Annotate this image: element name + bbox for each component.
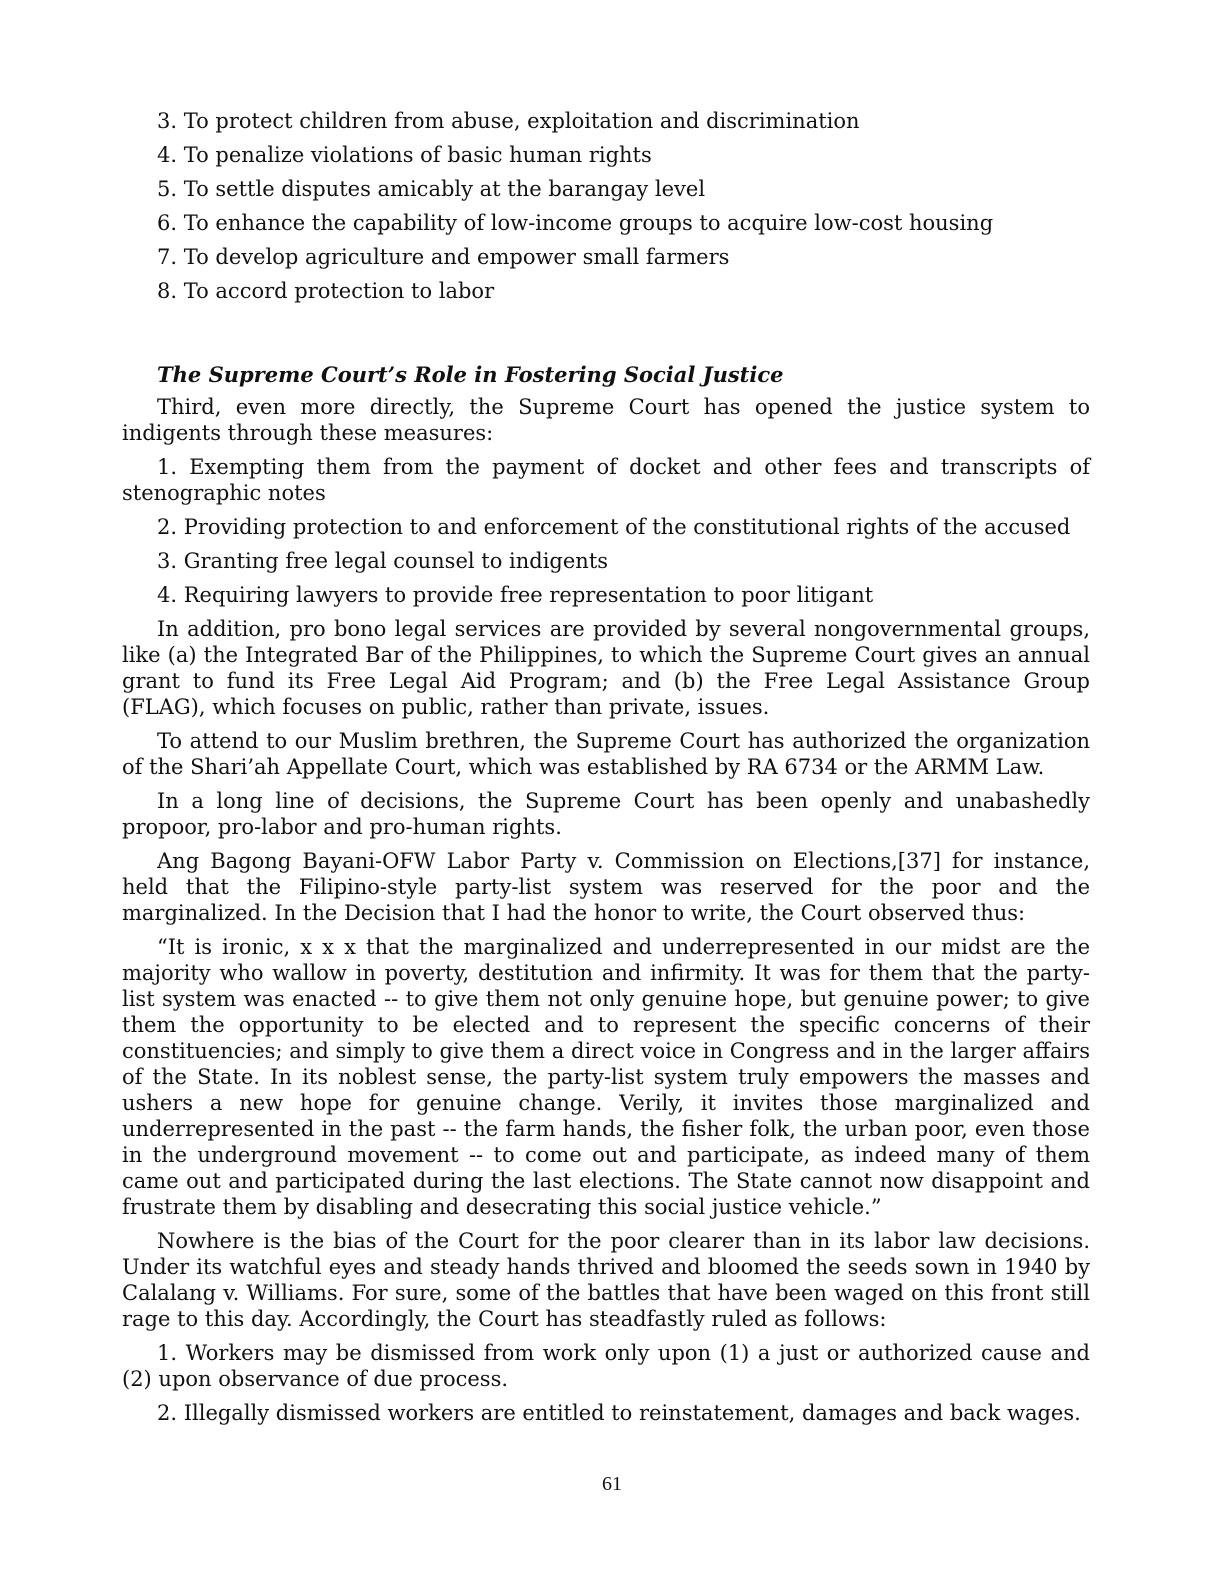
body-paragraph: To attend to our Muslim brethren, the Supreme Court has authorized the organization of the Shari’ah Appellate Court, which was established by RA 6734 or the ARMM Law. [122,729,1090,779]
rulings-list [122,1340,1090,1426]
list-item: 7. To develop agriculture and empower small farmers [157,245,730,269]
body-paragraph: Ang Bagong Bayani-OFW Labor Party v. Commission on Elections,[37] for instance, held that the Filipino-style party-list system was reserved for the poor and the marginalized. In the Decision that I had the honor to write, the Court observed thus: [122,849,1090,925]
measures-list [122,454,1090,608]
list-item: 1. Exempting them from the payment of docket and other fees and transcripts of stenographic notes [122,455,1090,505]
list-item: 4. To penalize violations of basic human rights [157,143,652,167]
page-number: 61 [602,1473,622,1495]
body-paragraph: In a long line of decisions, the Supreme Court has been openly and unabashedly propoor, pro-labor and pro-human rights. [122,789,1090,839]
list-item: 2. Providing protection to and enforcement of the constitutional rights of the accused [157,515,1071,539]
list-item: 1. Workers may be dismissed from work only upon (1) a just or authorized cause and (2) upon observance of due process. [122,1341,1090,1391]
list-item: 8. To accord protection to labor [157,279,495,303]
list-item: 3. To protect children from abuse, exploitation and discrimination [157,109,860,133]
section-heading: The Supreme Court’s Role in Fostering Social Justice [157,362,784,387]
body-paragraph: Nowhere is the bias of the Court for the poor clearer than in its labor law decisions. Under its watchful eyes and steady hands thrived and bloomed the seeds sown in 1940 by Calalang v. Williams. For sure, some of the battles that have been waged on this front still rage to this day. Accordingly, the Court has steadfastly ruled as follows: [122,1229,1090,1331]
list-item: 6. To enhance the capability of low-income groups to acquire low-cost housing [157,211,994,235]
quoted-paragraph: “It is ironic, x x x that the marginalized and underrepresented in our midst are the majority who wallow in poverty, destitution and infirmity. It was for them that the party-list system was enacted -- to give them not only genuine hope, but genuine power; to give them the opportunity to be elected and to represent the specific concerns of their constituencies; and simply to give them a direct voice in Congress and in the larger affairs of the State. In its noblest sense, the party-list system truly empowers the masses and ushers a new hope for genuine change. Verily, it invites those marginalized and underrepresented in the past -- the farm hands, the fisher folk, the urban poor, even those in the underground movement -- to come out and participate, as indeed many of them came out and participated during the last elections. The State cannot now disappoint and frustrate them by disabling and desecrating this social justice vehicle.” [122,935,1090,1219]
list-item: 3. Granting free legal counsel to indigents [157,549,609,573]
objectives-list [122,108,1090,304]
intro-paragraph: Third, even more directly, the Supreme Court has opened the justice system to indigents through these measures: [122,395,1090,445]
list-item: 5. To settle disputes amicably at the barangay level [157,177,706,201]
document-page [122,108,1090,1434]
body-paragraph: In addition, pro bono legal services are provided by several nongovernmental groups, like (a) the Integrated Bar of the Philippines, to which the Supreme Court gives an annual grant to fund its Free Legal Aid Program; and (b) the Free Legal Assistance Group (FLAG), which focuses on public, rather than private, issues. [122,617,1090,719]
list-item: 2. Illegally dismissed workers are entitled to reinstatement, damages and back wages. [157,1401,1081,1425]
list-item: 4. Requiring lawyers to provide free representation to poor litigant [157,583,874,607]
